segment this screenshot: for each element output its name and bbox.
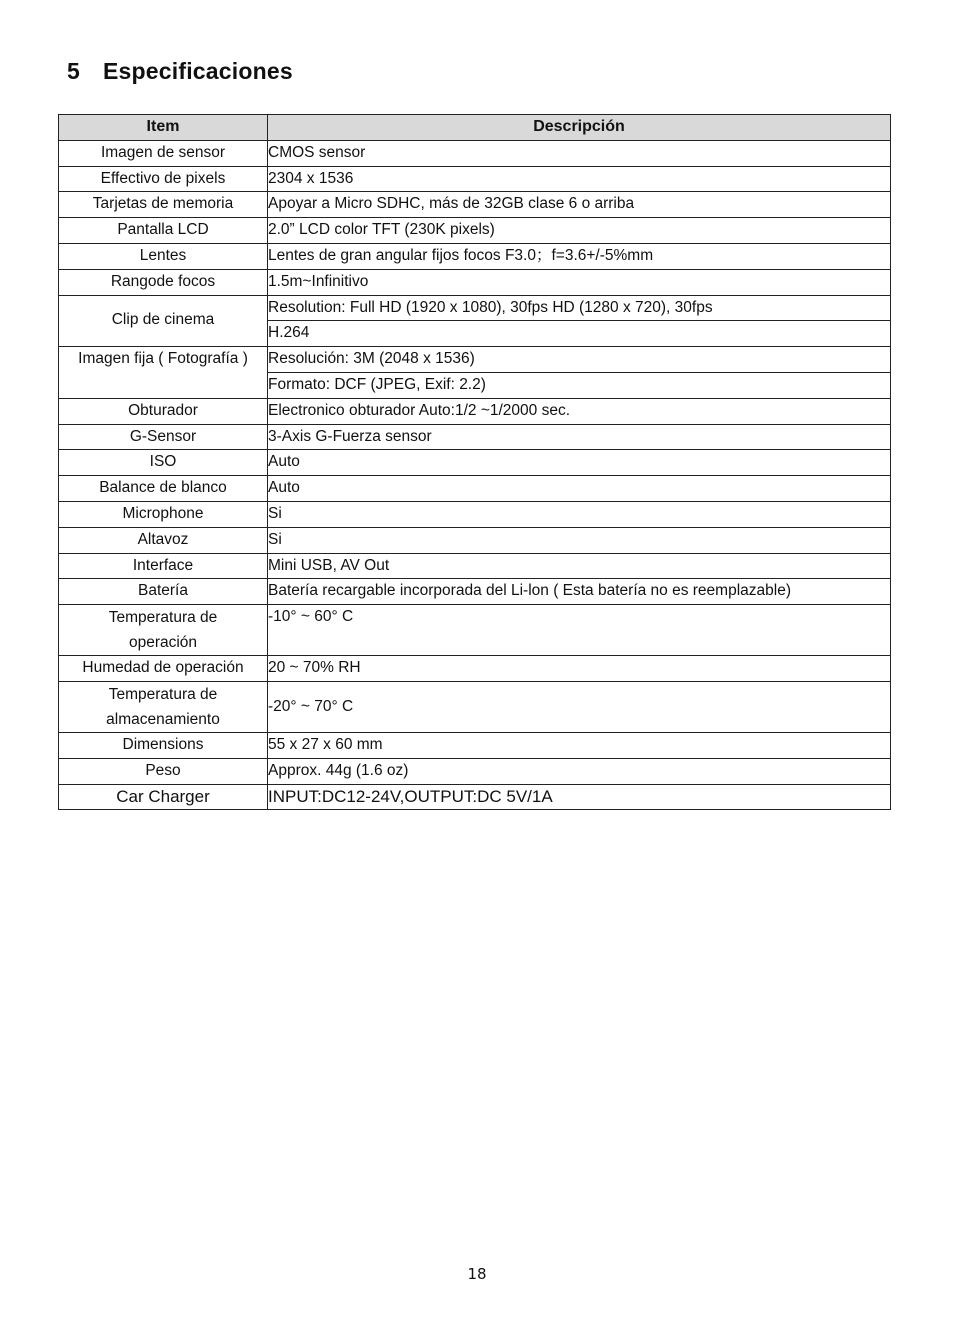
description-cell: Approx. 44g (1.6 oz) (268, 758, 891, 784)
item-cell: Imagen de sensor (59, 140, 268, 166)
item-cell: Batería (59, 579, 268, 605)
table-row (59, 347, 891, 373)
table-row (59, 450, 891, 476)
table-row (59, 166, 891, 192)
description-cell: -20° ~ 70° C (268, 681, 891, 732)
header-item: Item (59, 115, 268, 141)
table-row (59, 424, 891, 450)
description-cell: 2304 x 1536 (268, 166, 891, 192)
description-cell: 3-Axis G-Fuerza sensor (268, 424, 891, 450)
item-cell: Temperatura de operación (59, 605, 268, 656)
section-heading (67, 58, 293, 85)
description-cell: Auto (268, 450, 891, 476)
table-row (59, 243, 891, 269)
item-cell: Rangode focos (59, 269, 268, 295)
description-cell: Resolución: 3M (2048 x 1536) (268, 347, 891, 373)
item-cell: Tarjetas de memoria (59, 192, 268, 218)
table-row (59, 553, 891, 579)
description-cell: Mini USB, AV Out (268, 553, 891, 579)
table-row (59, 140, 891, 166)
item-cell: Altavoz (59, 527, 268, 553)
description-cell: Si (268, 527, 891, 553)
table-row (59, 605, 891, 656)
item-cell: Obturador (59, 398, 268, 424)
item-cell: G-Sensor (59, 424, 268, 450)
description-cell: INPUT:DC12-24V,OUTPUT:DC 5V/1A (268, 784, 891, 810)
header-description: Descripción (268, 115, 891, 141)
table-row (59, 784, 891, 810)
table-row (59, 192, 891, 218)
item-cell: ISO (59, 450, 268, 476)
description-cell: Resolution: Full HD (1920 x 1080), 30fps HD (1280 x 720), 30fps (268, 295, 891, 321)
page-number: 18 (467, 1265, 487, 1283)
item-cell: Peso (59, 758, 268, 784)
description-cell: 2.0” LCD color TFT (230K pixels) (268, 218, 891, 244)
description-cell: Lentes de gran angular fijos focos F3.0；f=3.6+/-5%mm (268, 243, 891, 269)
section-title: Especificaciones (103, 58, 293, 84)
table-row (59, 656, 891, 682)
item-cell: Lentes (59, 243, 268, 269)
item-cell: Imagen fija ( Fotografía ) (59, 347, 268, 399)
description-cell: Batería recargable incorporada del Li-lon ( Esta batería no es reemplazable) (268, 579, 891, 605)
table-row (59, 681, 891, 732)
table-row (59, 579, 891, 605)
item-cell: Humedad de operación (59, 656, 268, 682)
item-cell: Interface (59, 553, 268, 579)
item-cell: Dimensions (59, 732, 268, 758)
description-cell: CMOS sensor (268, 140, 891, 166)
table-row (59, 218, 891, 244)
table-row (59, 295, 891, 321)
description-cell: Auto (268, 476, 891, 502)
description-cell: Si (268, 501, 891, 527)
description-cell: 1.5m~Infinitivo (268, 269, 891, 295)
description-cell: Electronico obturador Auto:1/2 ~1/2000 sec. (268, 398, 891, 424)
table-row (59, 501, 891, 527)
item-cell: Car Charger (59, 784, 268, 810)
section-number: 5 (67, 58, 80, 84)
table-row (59, 758, 891, 784)
description-cell: Apoyar a Micro SDHC, más de 32GB clase 6 o arriba (268, 192, 891, 218)
description-cell: -10° ~ 60° C (268, 605, 891, 656)
table-header-row (59, 115, 891, 141)
description-cell: 20 ~ 70% RH (268, 656, 891, 682)
specifications-table (58, 114, 891, 810)
item-cell: Clip de cinema (59, 295, 268, 347)
table-row (59, 269, 891, 295)
description-cell: H.264 (268, 321, 891, 347)
table-row (59, 476, 891, 502)
table-row (59, 398, 891, 424)
item-cell: Microphone (59, 501, 268, 527)
table-row (59, 527, 891, 553)
item-cell: Pantalla LCD (59, 218, 268, 244)
item-cell: Balance de blanco (59, 476, 268, 502)
description-cell: 55 x 27 x 60 mm (268, 732, 891, 758)
item-cell: Effectivo de pixels (59, 166, 268, 192)
item-cell: Temperatura de almacenamiento (59, 681, 268, 732)
description-cell: Formato: DCF (JPEG, Exif: 2.2) (268, 372, 891, 398)
table-row (59, 732, 891, 758)
